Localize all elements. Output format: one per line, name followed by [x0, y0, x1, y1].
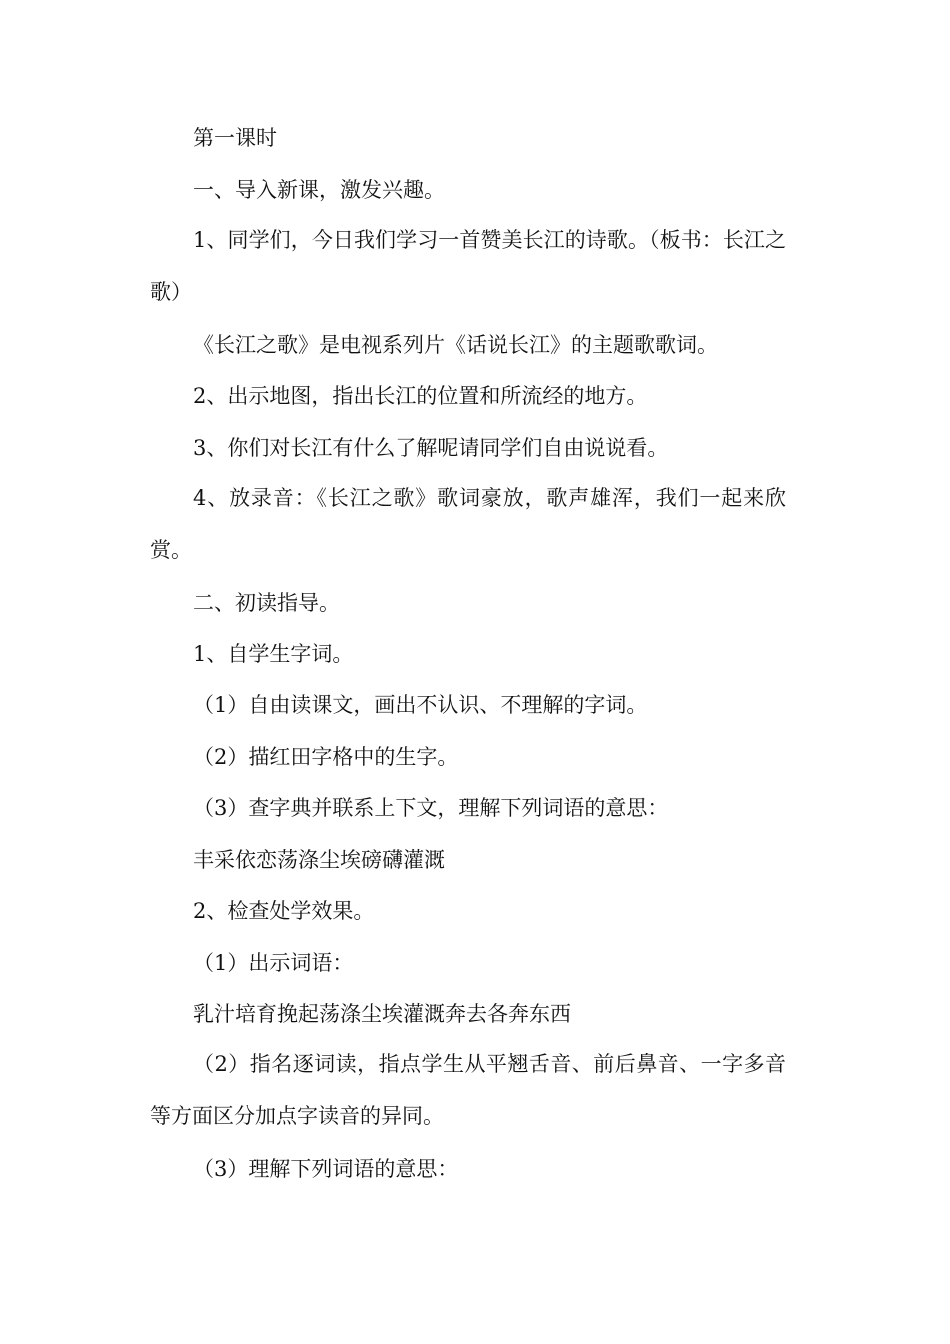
paragraph-reading-2: 2、检查处学效果。: [193, 899, 375, 923]
paragraph-reading-1: 1、自学生字词。: [193, 642, 354, 666]
section-heading-intro: 一、导入新课，激发兴趣。: [193, 178, 445, 202]
paragraph-intro-2: 2、出示地图，指出长江的位置和所流经的地方。: [193, 384, 648, 408]
paragraph-reading-1-2: （2）描红田字格中的生字。: [193, 745, 459, 769]
vocabulary-list-1: 丰采依恋荡涤尘埃磅礴灌溉: [193, 848, 445, 872]
vocabulary-list-2: 乳汁培育挽起荡涤尘埃灌溉奔去各奔东西: [193, 1002, 571, 1026]
section-heading-reading: 二、初读指导。: [193, 591, 340, 615]
paragraph-intro-1: 1、同学们，今日我们学习一首赞美长江的诗歌。（板书：长江之歌）: [150, 228, 786, 304]
paragraph-reading-2-2: （2）指名逐词读，指点学生从平翘舌音、前后鼻音、一字多音等方面区分加点字读音的异同。: [150, 1052, 786, 1128]
paragraph-reading-1-3: （3）查字典并联系上下文，理解下列词语的意思：: [193, 796, 669, 820]
lesson-heading: 第一课时: [193, 126, 277, 150]
paragraph-song-info: 《长江之歌》是电视系列片《话说长江》的主题歌歌词。: [193, 333, 718, 357]
paragraph-reading-1-1: （1）自由读课文，画出不认识、不理解的字词。: [193, 693, 648, 717]
paragraph-reading-2-1: （1）出示词语：: [193, 951, 354, 975]
paragraph-intro-4: 4、放录音：《长江之歌》歌词豪放，歌声雄浑，我们一起来欣赏。: [150, 486, 786, 562]
paragraph-reading-2-3: （3）理解下列词语的意思：: [193, 1157, 459, 1181]
paragraph-intro-3: 3、你们对长江有什么了解呢请同学们自由说说看。: [193, 436, 669, 460]
